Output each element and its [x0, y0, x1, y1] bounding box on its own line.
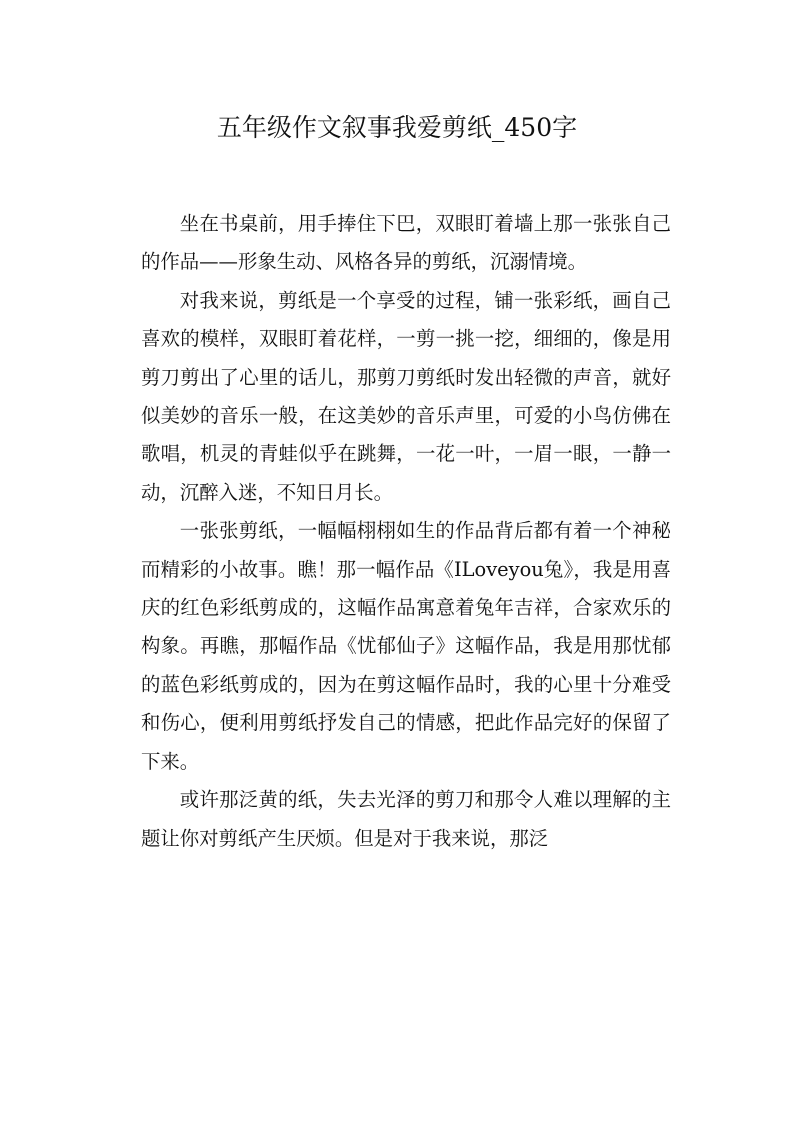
paragraph-2: 对我来说，剪纸是一个享受的过程，铺一张彩纸，画自己喜欢的模样，双眼盯着花样，一剪一挑一挖，细细的，像是用剪刀剪出了心里的话儿，那剪刀剪纸时发出轻微的声音，就好似美妙的音乐一般，在这美妙的音乐声里，可爱的小鸟仿佛在歌唱，机灵的青蛙似乎在跳舞，一花一叶，一眉一眼，一静一动，沉醉入迷，不知日月长。 [141, 288, 671, 504]
paragraph-4: 或许那泛黄的纸，失去光泽的剪刀和那令人难以理解的主题让你对剪纸产生厌烦。但是对于我来说，那泛 [141, 788, 671, 850]
paragraph-3: 一张张剪纸，一幅幅栩栩如生的作品背后都有着一个神秘而精彩的小故事。瞧！那一幅作品《ILoveyou兔》，我是用喜庆的红色彩纸剪成的，这幅作品寓意着兔年吉祥，合家欢乐的构象。再瞧，那幅作品《忧郁仙子》这幅作品，我是用那忧郁的蓝色彩纸剪成的，因为在剪这幅作品时，我的心里十分难受和伤心，便利用剪纸抒发自己的情感，把此作品完好的保留了下来。 [141, 519, 671, 773]
document-body [141, 205, 671, 858]
document-title: 五年级作文叙事我爱剪纸_450字 [216, 113, 578, 142]
paragraph-1: 坐在书桌前，用手捧住下巴，双眼盯着墙上那一张张自己的作品——形象生动、风格各异的剪纸，沉溺情境。 [141, 212, 671, 274]
